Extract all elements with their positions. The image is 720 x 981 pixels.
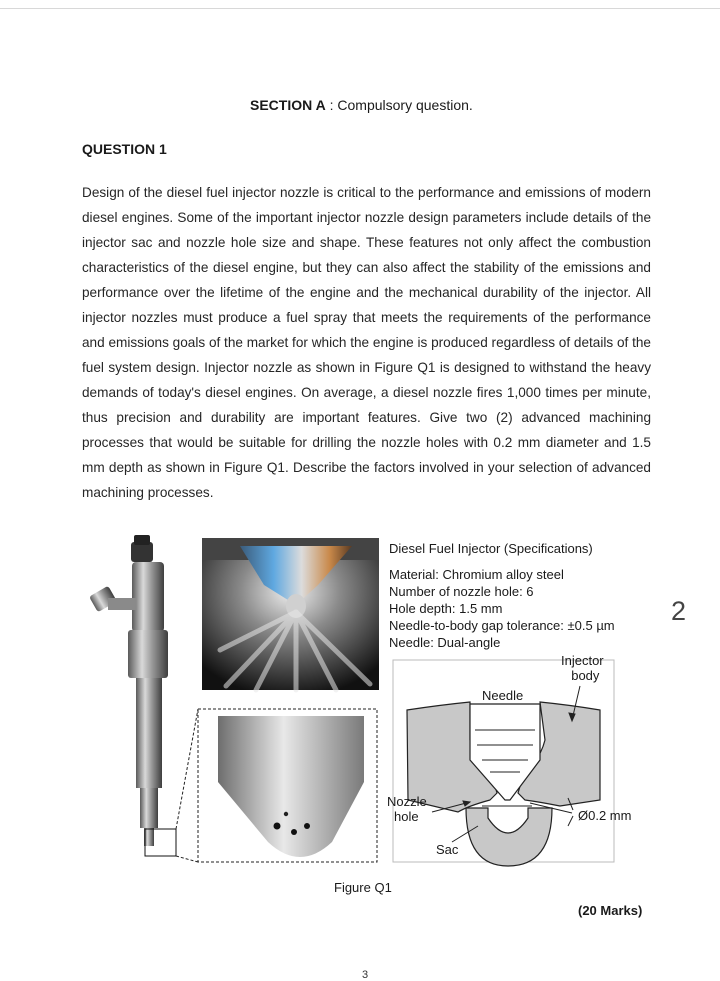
page-badge: 2 — [671, 596, 687, 626]
paragraph-part-1: Design of the diesel fuel injector nozzle is critical to the performance and emissions of modern diesel engines. Some of the important injector nozzle design parameters include details of the injector sac and nozzle hole size and shape. These features not only affect the combustion characteristics of the diesel engine, but they can also affect the stability of the emissions and performance over the lifetime of the engine and the mechanical durability of the injector. All injector nozzles must produce a fuel spray that meets the requirements of the performance and emissions goals of the market for which the engine is produced regardless of details of the fuel system design. Injector nozzle as shown in Figure Q1 is designed to withstand the heavy demands of today's diesel engines. On average, a diesel nozzle fires 1,000 times per minute, thus precision and durability are important features. — [82, 185, 651, 425]
spec-nozzle-holes: Number of nozzle hole: 6 — [389, 584, 534, 599]
figure-caption: Figure Q1 — [334, 880, 392, 895]
marks-label: (20 Marks) — [578, 903, 643, 918]
spec-material: Material: Chromium alloy steel — [389, 567, 564, 582]
nozzle-tip-photo — [214, 716, 369, 857]
spray-photo — [202, 538, 379, 690]
label-diameter: Ø0.2 mm — [578, 808, 632, 823]
footer-page-number: 3 — [362, 969, 369, 981]
paragraph-part-2: Give two (2) advanced machining processes that would be suitable for drilling the nozzle holes with 0.2 mm diameter and 1.5 mm depth as shown in Figure Q1. Describe the factors involved in your selection of advanced machining processes. — [82, 410, 652, 500]
question-title: QUESTION 1 — [82, 141, 167, 157]
spec-gap-tolerance: Needle-to-body gap tolerance: ±0.5 µm — [389, 618, 615, 633]
label-nozzle-hole: Nozzle hole — [387, 794, 427, 824]
spec-needle: Needle: Dual-angle — [389, 635, 501, 650]
spec-list — [389, 566, 615, 651]
label-injector-body: Injector body — [561, 653, 604, 683]
label-needle: Needle — [482, 688, 524, 703]
spec-hole-depth: Hole depth: 1.5 mm — [389, 601, 503, 616]
injector-photo — [89, 535, 176, 856]
section-heading: SECTION A : Compulsory question. — [250, 97, 473, 113]
label-sac: Sac — [436, 842, 459, 857]
spec-title: Diesel Fuel Injector (Specifications) — [389, 541, 593, 556]
